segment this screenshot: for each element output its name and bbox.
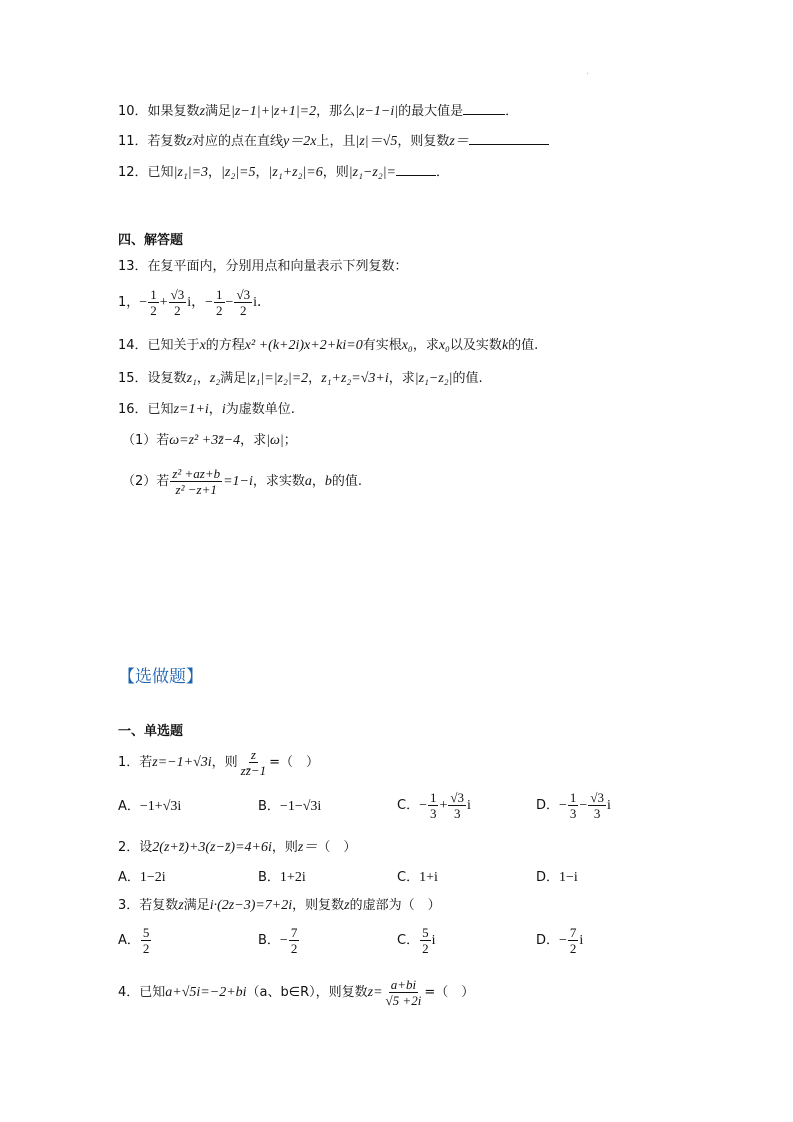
fraction: $\frac{√3}{2}$: [236, 287, 251, 318]
fraction: $\frac{5}{2}$: [142, 925, 150, 956]
question-14: 14．已知关于x的方程x² +(k+2i)x+2+ki=0有实根x₀，求x₀以及实数k的值.: [118, 338, 539, 353]
fraction: $\frac{1}{3}$: [429, 790, 437, 821]
question-13-items: 1，− $\frac{1}{2}$ + $\frac{√3}{2}$ i，− $\frac{1}{2}$ − $\frac{√3}{2}$ i．: [118, 287, 271, 318]
question-16-part-1: （1）若ω=z² +3z̄−4，求|ω|；: [122, 433, 297, 448]
fraction: $\frac{√3}{3}$: [590, 790, 604, 821]
choice-question-2: 2．设2(z+z̄)+3(z−z̄)=4+6i，则z＝（ ）: [118, 840, 357, 855]
fraction: $\frac{a+bi}{√5 +2i}$: [385, 977, 422, 1008]
fraction: $\frac{z}{zz̄-1}$: [240, 747, 267, 778]
option-b[interactable]: B．− $\frac{7}{2}$: [258, 925, 298, 956]
fraction: $\frac{1}{2}$: [150, 287, 157, 318]
section-title-answer: 四、解答题: [118, 233, 184, 248]
option-a[interactable]: A．1−2i: [118, 870, 166, 885]
fraction: $\frac{7}{2}$: [569, 925, 577, 956]
option-a[interactable]: A． $\frac{5}{2}$: [118, 925, 150, 956]
fraction: $\frac{7}{2}$: [290, 925, 298, 956]
fraction: $\frac{√3}{2}$: [170, 287, 185, 318]
fraction: $\frac{1}{3}$: [569, 790, 577, 821]
option-b[interactable]: B．1+2i: [258, 870, 306, 885]
option-c[interactable]: C．− $\frac{1}{3}$ + $\frac{√3}{3}$ i: [397, 790, 471, 821]
answer-blank[interactable]: [463, 101, 505, 115]
choice-question-1: 1．若z=−1+√3i，则 $\frac{z}{zz̄-1}$ =（ ）: [118, 747, 319, 778]
section-title-single-choice: 一、单选题: [118, 724, 184, 739]
option-d[interactable]: D．1−i: [536, 870, 578, 885]
option-a[interactable]: A．−1+√3i: [118, 799, 182, 814]
option-b[interactable]: B．−1−√3i: [258, 799, 322, 814]
question-16: 16．已知z=1+i，i为虚数单位.: [118, 402, 295, 417]
question-12: 12．已知|z₁|=3，|z₂|=5，|z₁+z₂|=6，则|z₁−z₂|= ．: [118, 162, 449, 182]
question-13: 13．在复平面内，分别用点和向量表示下列复数：: [118, 259, 408, 274]
question-15: 15．设复数z₁，z₂满足|z₁|=|z₂|=2，z₁+z₂=√3+i，求|z₁−z₂|的值.: [118, 371, 483, 386]
question-16-part-2: （2）若 $\frac{\text{z² +az+b}}{\text{z² −z+1}}$ =1−i，求实数a，b的值.: [122, 466, 363, 497]
fraction: $\frac{1}{2}$: [216, 287, 223, 318]
page-mark: ': [587, 72, 589, 79]
option-d[interactable]: D．− $\frac{1}{3}$ − $\frac{√3}{3}$ i: [536, 790, 611, 821]
answer-blank[interactable]: [396, 162, 436, 176]
option-c[interactable]: C．1+i: [397, 870, 438, 885]
answer-blank[interactable]: [469, 131, 549, 145]
fraction: $\frac{√3}{3}$: [450, 790, 465, 821]
question-11: 11．若复数z对应的点在直线y＝2x上，且|z|＝√5，则复数z＝: [118, 131, 549, 151]
optional-section-title: 【选做题】: [118, 667, 203, 687]
choice-question-3: 3．若复数z满足i·(2z−3)=7+2i，则复数z的虚部为（ ）: [118, 898, 441, 913]
fraction: $\frac{\text{z² +az+b}}{\text{z² −z+1}}$: [172, 466, 221, 497]
option-d[interactable]: D．− $\frac{7}{2}$ i: [536, 925, 584, 956]
fraction: $\frac{5}{2}$: [422, 925, 429, 956]
option-c[interactable]: C． $\frac{5}{2}$ i: [397, 925, 436, 956]
question-10: 10．如果复数z满足|z−1|+|z+1|=2，那么|z−1−i|的最大值是 ．: [118, 101, 518, 121]
choice-question-4: 4．已知a+√5i=−2+bi（a、b∈R），则复数z= $\frac{a+bi}{√5 +2i}$ =（ ）: [118, 977, 475, 1008]
